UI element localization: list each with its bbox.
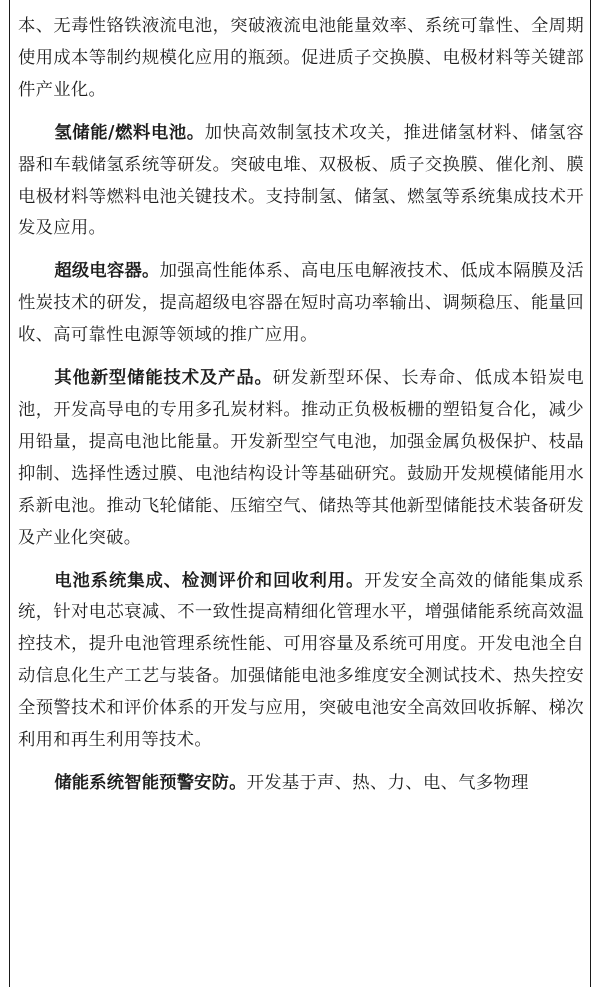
paragraph-supercapacitor bbox=[18, 256, 584, 352]
paragraph-heading: 储能系统智能预警安防。 bbox=[54, 772, 247, 793]
paragraph-text: 开发安全高效的储能集成系统，针对电芯衰减、不一致性提高精细化管理水平，增强储能系统高效温控技术，提升电池管理系统性能、可用容量及系统可用度。开发电池全自动信息化生产工艺与装备。加强储能电池多维度安全测试技术、热失控安全预警技术和评价体系的开发与应用，突破电池安全高效回收拆解、梯次利用和再生利用等技术。 bbox=[18, 570, 584, 751]
paragraph-text: 研发新型环保、长寿命、低成本铅炭电池，开发高导电的专用多孔炭材料。推动正负极板栅的塑铅复合化，减少用铅量，提高电池比能量。开发新型空气电池，加强金属负极保护、枝晶抑制、选择性透过膜、电池结构设计等基础研究。鼓励开发规模储能用水系新电池。推动飞轮储能、压缩空气、储热等其他新型储能技术装备研发及产业化突破。 bbox=[18, 368, 584, 548]
paragraph-heading: 超级电容器。 bbox=[54, 261, 160, 282]
paragraph-text: 加强高性能体系、高电压电解液技术、低成本隔膜及活性炭技术的研发，提高超级电容器在短时高功率输出、调频稳压、能量回收、高可靠性电源等领域的推广应用。 bbox=[18, 261, 585, 346]
paragraph-safety-warning bbox=[18, 768, 584, 800]
paragraph-text: 加快高效制氢技术攻关，推进储氢材料、储氢容器和车载储氢系统等研发。突破电堆、双极板、质子交换膜、催化剂、膜电极材料等燃料电池关键技术。支持制氢、储氢、燃氢等系统集成技术开发及应用。 bbox=[18, 122, 584, 239]
paragraph-text: 开发基于声、热、力、电、气多物理 bbox=[246, 772, 529, 793]
paragraph-other-storage bbox=[18, 363, 584, 554]
paragraph-hydrogen-fuel-cell bbox=[18, 118, 584, 246]
document-body bbox=[18, 11, 584, 800]
paragraph-heading: 氢储能/燃料电池。 bbox=[54, 122, 205, 143]
paragraph-heading: 其他新型储能技术及产品。 bbox=[54, 368, 273, 389]
paragraph-text: 本、无毒性铬铁液流电池，突破液流电池能量效率、系统可靠性、全周期使用成本等制约规模化应用的瓶颈。促进质子交换膜、电极材料等关键部件产业化。 bbox=[18, 16, 584, 100]
paragraph-heading: 电池系统集成、检测评价和回收利用。 bbox=[54, 570, 365, 591]
paragraph-battery-integration bbox=[18, 566, 584, 757]
paragraph-continuation bbox=[18, 11, 584, 107]
